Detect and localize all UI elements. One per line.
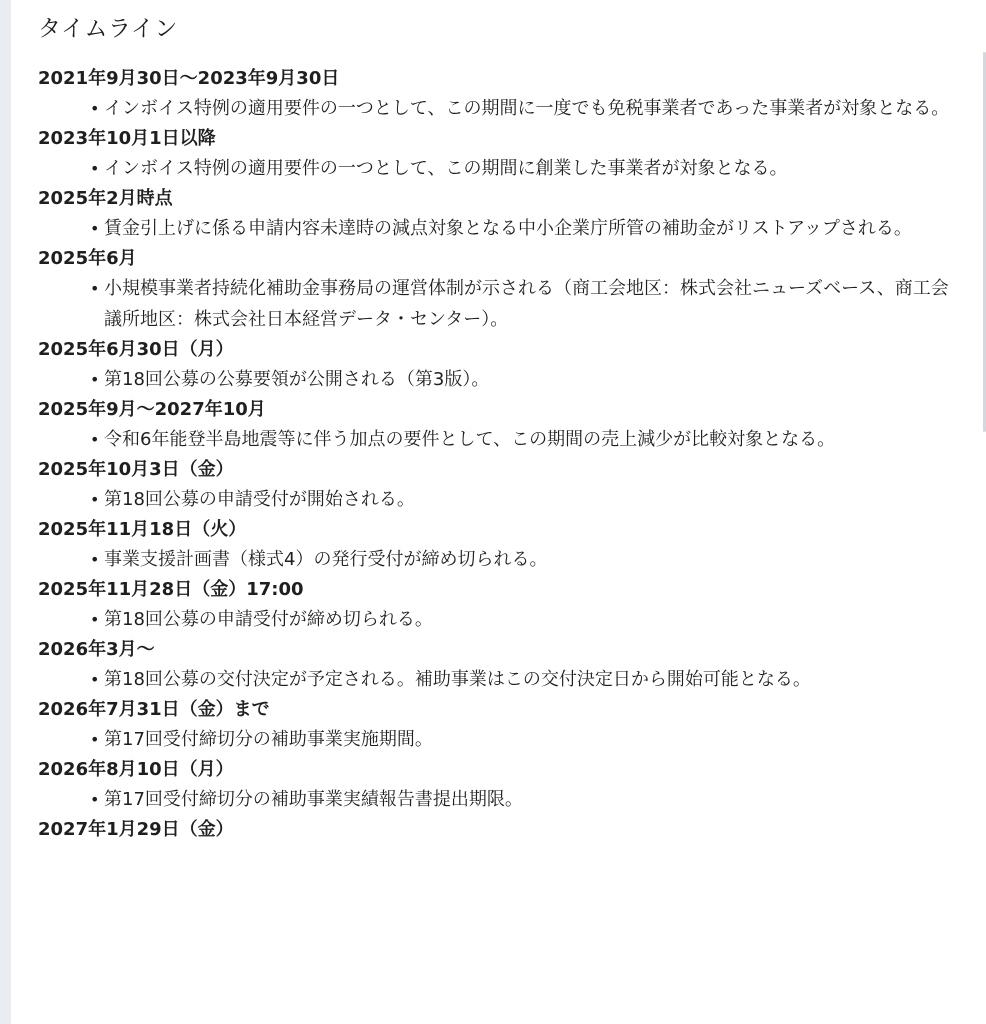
event-item [38, 213, 963, 244]
event-text: 第18回公募の公募要領が公開される（第3版）。 [104, 369, 490, 390]
event-text: インボイス特例の適用要件の一つとして、この期間に一度でも免税事業者であった事業者が対象となる。 [104, 98, 950, 119]
timeline-entry [38, 335, 963, 395]
timeline-entry [38, 515, 963, 575]
event-list [38, 604, 963, 635]
timeline-panel [11, 0, 986, 1024]
bullet-icon: • [90, 99, 100, 118]
event-text: 第18回公募の申請受付が締め切られる。 [104, 609, 433, 630]
entry-date: 2025年6月30日（月） [38, 339, 234, 360]
bullet-icon: • [90, 490, 100, 509]
event-text: 賃金引上げに係る申請内容未達時の減点対象となる中小企業庁所管の補助金がリストアップされる。 [104, 218, 912, 239]
event-text: 令和6年能登半島地震等に伴う加点の要件として、この期間の売上減少が比較対象となる。 [104, 429, 836, 450]
event-item [38, 364, 963, 395]
event-list [38, 364, 963, 395]
event-list [38, 153, 963, 184]
event-item [38, 424, 963, 455]
entry-date: 2025年2月時点 [38, 188, 173, 209]
bullet-icon: • [90, 670, 100, 689]
timeline-entry [38, 455, 963, 515]
event-text: 第17回受付締切分の補助事業実績報告書提出期限。 [104, 789, 523, 810]
bullet-icon: • [90, 159, 100, 178]
page-title: タイムライン [38, 16, 178, 42]
timeline-list [38, 64, 963, 844]
entry-date: 2023年10月1日以降 [38, 128, 216, 149]
entry-date: 2027年1月29日（金） [38, 819, 234, 840]
event-list [38, 424, 963, 455]
event-list [38, 93, 963, 124]
event-text: インボイス特例の適用要件の一つとして、この期間に創業した事業者が対象となる。 [104, 158, 788, 179]
event-item [38, 784, 963, 815]
entry-date: 2026年8月10日（月） [38, 759, 234, 780]
event-text: 第18回公募の交付決定が予定される。補助事業はこの交付決定日から開始可能となる。 [104, 669, 811, 690]
timeline-entry [38, 815, 963, 844]
timeline-entry [38, 64, 963, 124]
event-item [38, 664, 963, 695]
bullet-icon: • [90, 370, 100, 389]
event-item [38, 484, 963, 515]
bullet-icon: • [90, 610, 100, 629]
event-list [38, 544, 963, 575]
bullet-icon: • [90, 730, 100, 749]
entry-date: 2025年6月 [38, 248, 137, 269]
event-list [38, 213, 963, 244]
bullet-icon: • [90, 430, 100, 449]
bullet-icon: • [90, 219, 100, 238]
event-item [38, 724, 963, 755]
timeline-entry [38, 124, 963, 184]
entry-date: 2025年11月28日（金）17:00 [38, 579, 304, 600]
event-text: 第18回公募の申請受付が開始される。 [104, 489, 415, 510]
timeline-entry [38, 244, 963, 335]
bullet-icon: • [90, 550, 100, 569]
event-item [38, 93, 963, 124]
entry-date: 2021年9月30日〜2023年9月30日 [38, 68, 340, 89]
event-list [38, 484, 963, 515]
entry-date: 2025年9月〜2027年10月 [38, 399, 266, 420]
entry-date: 2025年10月3日（金） [38, 459, 234, 480]
entry-date: 2026年7月31日（金）まで [38, 699, 270, 720]
timeline-entry [38, 184, 963, 244]
event-item [38, 153, 963, 184]
event-list [38, 273, 963, 335]
entry-date: 2025年11月18日（火） [38, 519, 247, 540]
bullet-icon: • [90, 279, 100, 298]
timeline-entry [38, 695, 963, 755]
event-item [38, 604, 963, 635]
event-list [38, 724, 963, 755]
entry-date: 2026年3月〜 [38, 639, 155, 660]
bullet-icon: • [90, 790, 100, 809]
event-list [38, 664, 963, 695]
timeline-entry [38, 755, 963, 815]
event-item [38, 273, 963, 335]
timeline-entry [38, 575, 963, 635]
event-list [38, 784, 963, 815]
event-text: 第17回受付締切分の補助事業実施期間。 [104, 729, 433, 750]
timeline-entry [38, 635, 963, 695]
event-text: 事業支援計画書（様式4）の発行受付が締め切られる。 [104, 549, 548, 570]
event-text: 小規模事業者持続化補助金事務局の運営体制が示される（商工会地区：株式会社ニューズベース、商工会議所地区：株式会社日本経営データ・センター）。 [104, 278, 949, 330]
event-item [38, 544, 963, 575]
timeline-entry [38, 395, 963, 455]
